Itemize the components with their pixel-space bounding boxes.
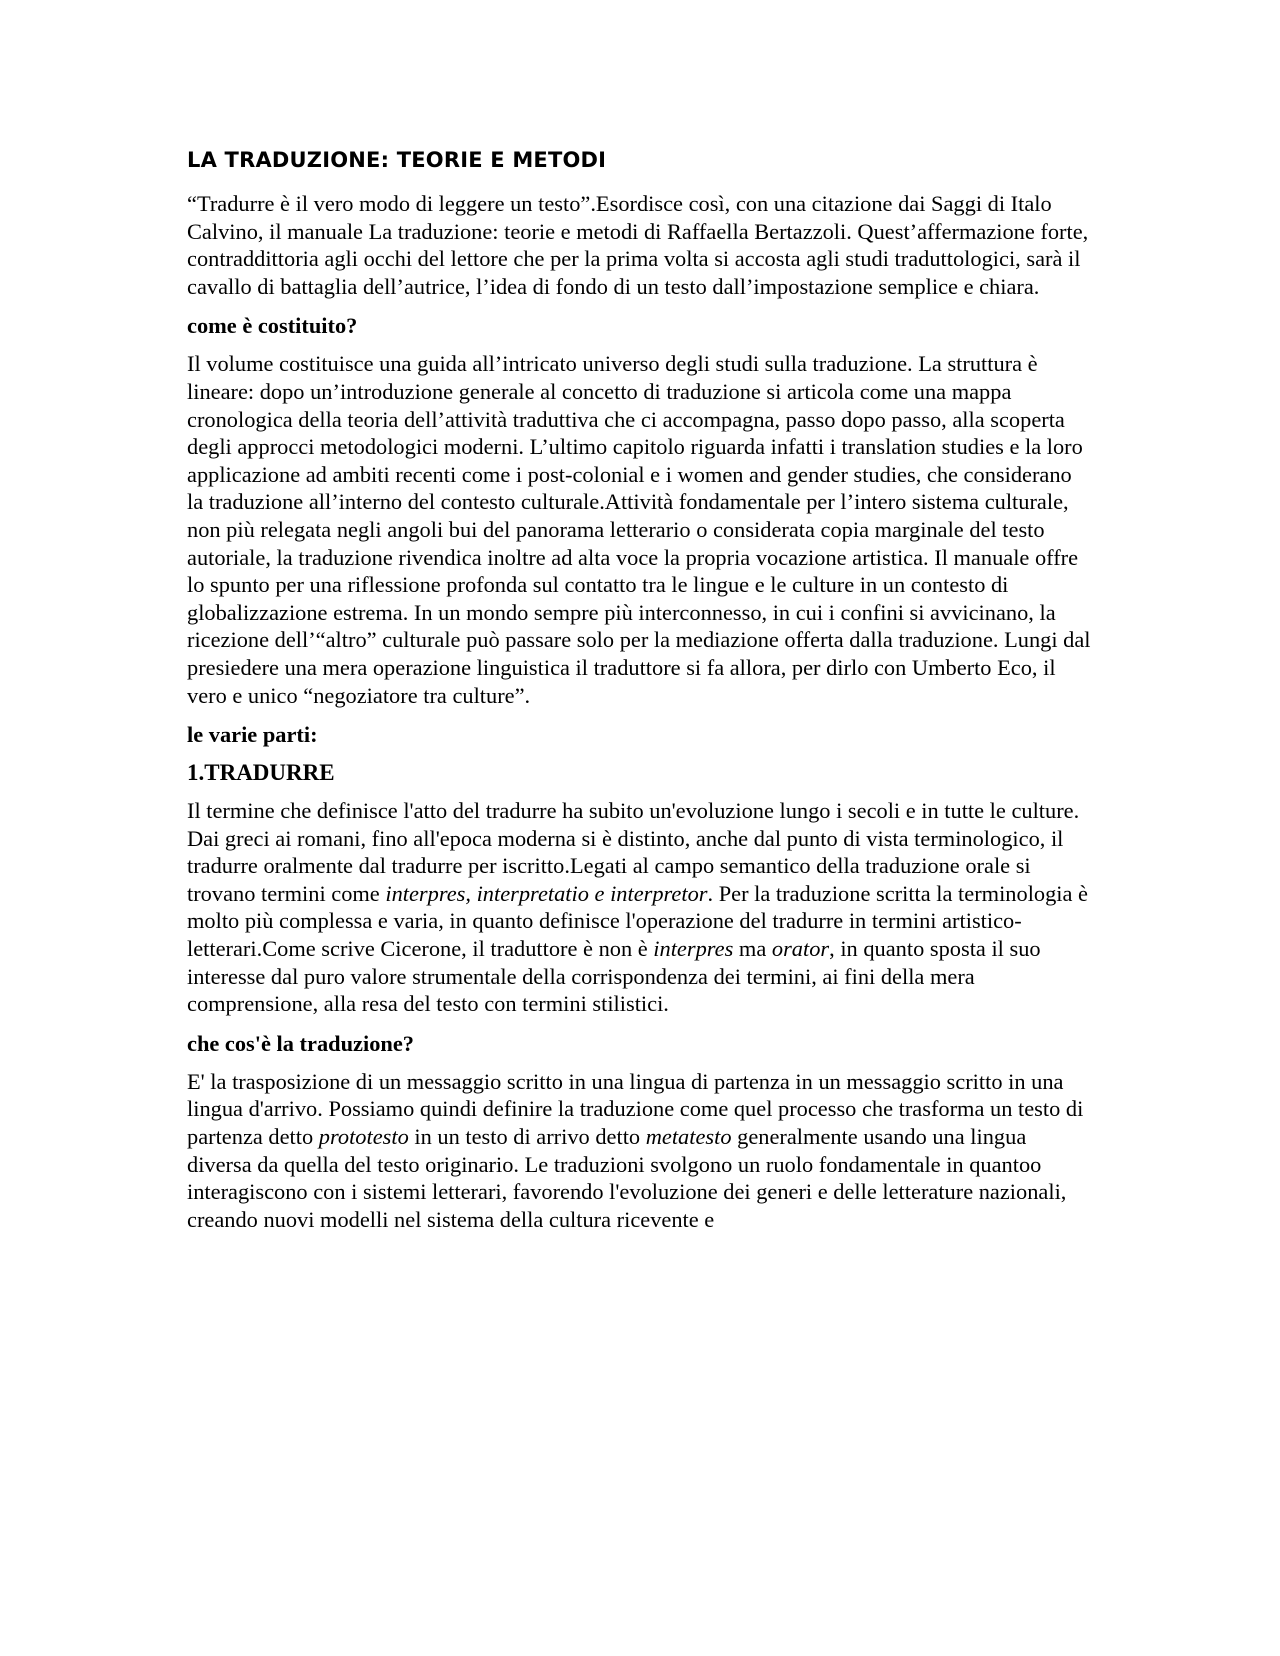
- section-body-tradurre: [187, 797, 1093, 1018]
- section-heading-costituito: come è costituito?: [187, 313, 358, 339]
- section-body-costituito: Il volume costituisce una guida all’intricato universo degli studi sulla traduzione. La struttura è lineare: dopo un’introduzione generale al concetto di traduzione si articola come una mappa cronologica della teoria dell’attività traduttiva che ci accompagna, passo dopo passo, alla scoperta degli approcci metodologici moderni. L’ultimo capitolo riguarda infatti i translation studies e la loro applicazione ad ambiti recenti come i post-colonial e i women and gender studies, che considerano la traduzione all’interno del contesto culturale.Attività fondamentale per l’intero sistema culturale, non più relegata negli angoli bui del panorama letterario o considerata copia marginale del testo autoriale, la traduzione rivendica inoltre ad alta voce la propria vocazione artistica. Il manuale offre lo spunto per una riflessione profonda sul contatto tra le lingue e le culture in un contesto di globalizzazione estrema. In un mondo sempre più interconnesso, in cui i confini si avvicinano, la ricezione dell’“altro” culturale può passare solo per la mediazione offerta dalla traduzione. Lungi dal presiedere una mera operazione linguistica il traduttore si fa allora, per dirlo con Umberto Eco, il vero e unico “negoziatore tra culture”.: [187, 351, 1091, 708]
- section-heading-varie-parti: le varie parti:: [187, 722, 318, 748]
- italic-term: interpres: [653, 936, 734, 962]
- section-heading-tradurre: 1.TRADURRE: [187, 760, 335, 786]
- document-title: LA TRADUZIONE: TEORIE E METODI: [187, 148, 607, 172]
- text-run: in un testo di arrivo detto: [408, 1124, 646, 1150]
- text-run: , in quanto sposta il suo interesse dal puro valore strumentale della corrispondenza dei termini, ai fini della mera comprensione, alla resa del testo con termini stilistici.: [187, 936, 1041, 1017]
- text-run: generalmente usando una lingua diversa da quella del testo originario. Le traduzioni svolgono un ruolo fondamentale in quantoo interagiscono con i sistemi letterari, favorendo l'evoluzione dei generi e delle letterature nazionali, creando nuovi modelli nel sistema della cultura ricevente e: [187, 1124, 1067, 1232]
- section-heading-traduzione: che cos'è la traduzione?: [187, 1030, 414, 1056]
- text-run: ma: [733, 936, 772, 962]
- italic-term: orator: [771, 936, 830, 962]
- document-page: [187, 146, 1093, 1245]
- italic-term: interpres, interpretatio e interpretor: [385, 880, 708, 906]
- italic-term: metatesto: [645, 1124, 732, 1150]
- text-run: Il termine che definisce l'atto del tradurre ha subito un'evoluzione lungo i secoli e in tutte le culture. Dai greci ai romani, fino all'epoca moderna si è distinto, anche dal punto di vista terminologico, il tradurre oralmente dal tradurre per iscritto.Legati al campo semantico della traduzione orale si trovano termini come: [187, 798, 1080, 906]
- text-run: E' la trasposizione di un messaggio scritto in una lingua di partenza in un messaggio scritto in una lingua d'arrivo. Possiamo quindi definire la traduzione come quel processo che trasforma un testo di partenza detto: [187, 1068, 1084, 1150]
- intro-paragraph: “Tradurre è il vero modo di leggere un testo”.Esordisce così, con una citazione dai Saggi di Italo Calvino, il manuale La traduzione: teorie e metodi di Raffaella Bertazzoli. Quest’affermazione forte, contraddittoria agli occhi del lettore che per la prima volta si accosta agli studi traduttologici, sarà il cavallo di battaglia dell’autrice, l’idea di fondo di un testo dall’impostazione semplice e chiara.: [187, 191, 1089, 299]
- text-run: . Per la traduzione scritta la terminologia è molto più complessa e varia, in quanto definisce l'operazione del tradurre in termini artistico-letterari.Come scrive Cicerone, il traduttore è non è: [187, 880, 1088, 962]
- italic-term: prototesto: [318, 1124, 409, 1150]
- section-body-traduzione: [187, 1068, 1093, 1234]
